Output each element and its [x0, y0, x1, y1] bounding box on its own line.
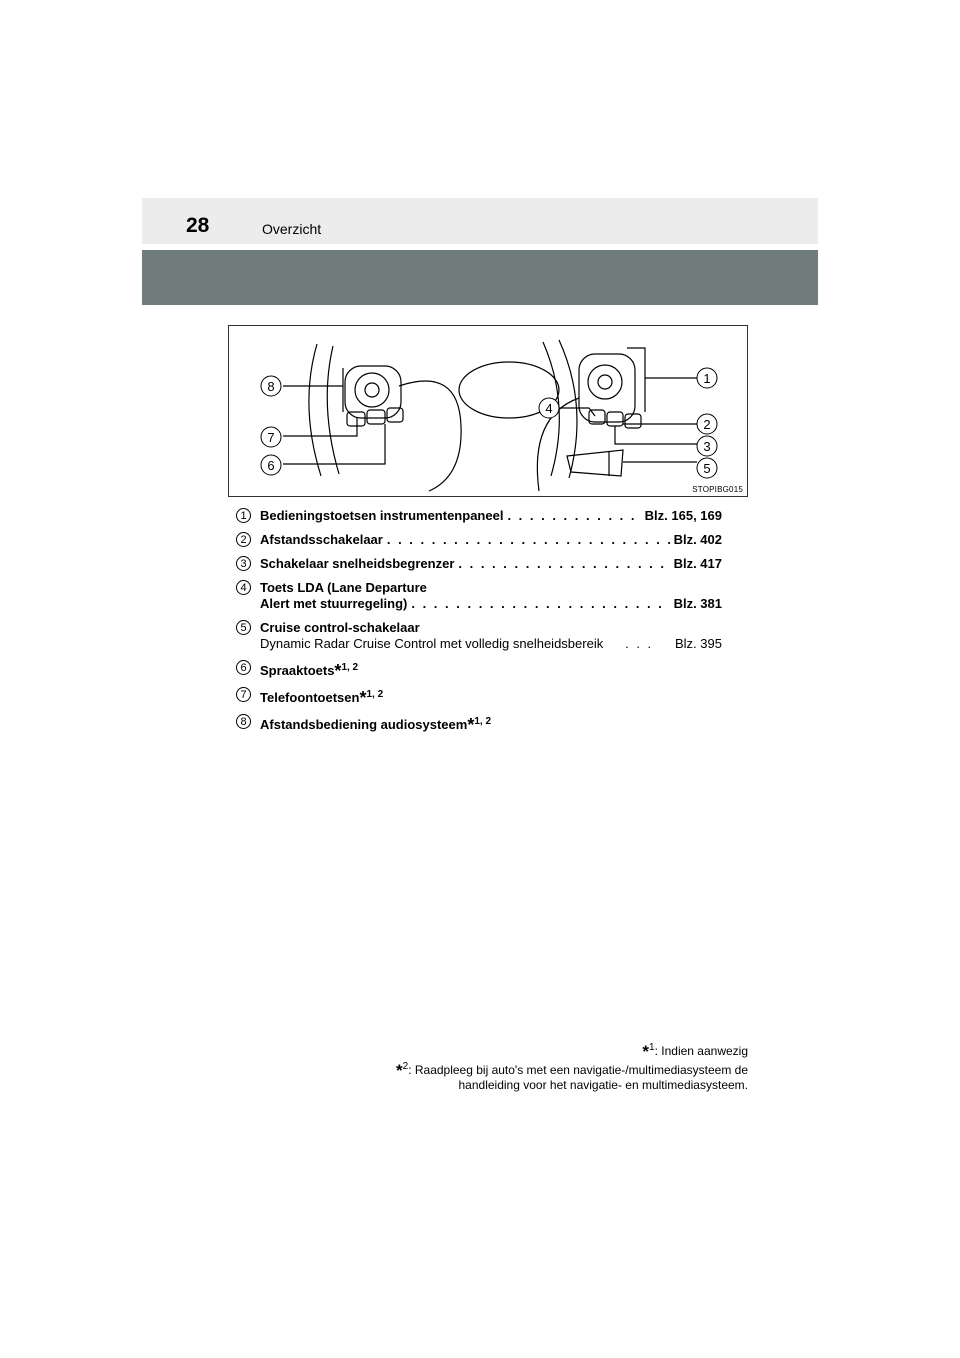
item-title: Spraaktoets: [260, 663, 335, 678]
callout-8-label: 8: [267, 379, 275, 394]
section-title: Overzicht: [262, 221, 322, 237]
asterisk: *: [334, 661, 342, 681]
list-item: [236, 532, 722, 548]
callout-1-label: 1: [703, 371, 711, 386]
cruise-stalk: [567, 450, 623, 476]
list-item: [236, 660, 722, 679]
item-number: 1: [236, 508, 251, 523]
item-number: 6: [236, 660, 251, 675]
item-page[interactable]: Blz. 402: [673, 532, 722, 547]
footnote-2-line2: handleiding voor het navigatie- en multimediasysteem.: [458, 1078, 748, 1092]
left-4way-switch: [355, 373, 389, 407]
item-title: Cruise control-schakelaar: [260, 620, 420, 635]
right-switch-pad: [579, 354, 635, 422]
item-number: 4: [236, 580, 251, 595]
spoke-left: [399, 381, 461, 491]
item-number: 2: [236, 532, 251, 547]
leader-6: [283, 424, 385, 464]
item-number: 7: [236, 687, 251, 702]
limiter-button: [625, 414, 641, 428]
item-list: [236, 508, 722, 741]
leader-8: [283, 368, 343, 412]
item-title: Toets LDA (Lane Departure: [260, 580, 427, 595]
steering-wheel-figure: [228, 325, 748, 497]
list-item: [236, 508, 722, 524]
list-item: [236, 556, 722, 572]
item-title: Schakelaar snelheidsbegrenzer: [260, 556, 455, 571]
footnote-1: *$^1$: Indien aanwezig: [642, 1042, 748, 1061]
item-page[interactable]: Blz. 165, 169: [644, 508, 722, 523]
item-number: 5: [236, 620, 251, 635]
item-title: Afstandsbediening audiosysteem: [260, 717, 468, 732]
leader-3: [615, 426, 697, 444]
asterisk: *: [359, 688, 367, 708]
list-item: [236, 580, 722, 612]
item-title-line2: Alert met stuurregeling): [260, 596, 408, 611]
leader-1: [627, 348, 697, 412]
item-page[interactable]: Blz. 381: [673, 596, 722, 611]
right-4way-switch: [588, 365, 622, 399]
footnote-2: *$^2$: Raadpleeg bij auto's met een navigatie-/multimediasysteem de: [396, 1061, 748, 1080]
list-item: [236, 714, 722, 733]
item-page[interactable]: Blz. 417: [673, 556, 722, 571]
footnote-ref: 1, 2: [341, 662, 359, 673]
distance-button: [607, 412, 623, 426]
callout-6-label: 6: [267, 458, 275, 473]
list-item: [236, 620, 722, 652]
footnote-ref: 1, 2: [366, 689, 384, 700]
list-item: [236, 687, 722, 706]
item-page[interactable]: Blz. 395: [675, 636, 722, 651]
title-band: [142, 250, 818, 305]
callout-4-label: 4: [545, 401, 553, 416]
phone-button-b: [367, 410, 385, 424]
footnotes: [328, 1040, 748, 1093]
item-title: Afstandsschakelaar: [260, 532, 383, 547]
rim-right-outer: [559, 340, 577, 478]
footnote-ref: 1, 2: [474, 716, 492, 727]
header-bar: [142, 198, 818, 244]
item-subtitle: Dynamic Radar Cruise Control met volledig snelheidsbereik: [260, 636, 604, 651]
callout-3-label: 3: [703, 439, 711, 454]
callout-2-label: 2: [703, 417, 711, 432]
rim-left-outer: [309, 344, 321, 476]
callout-7-label: 7: [267, 430, 275, 445]
item-number: 8: [236, 714, 251, 729]
item-title: Telefoontoetsen: [260, 690, 360, 705]
asterisk: *: [467, 715, 475, 735]
leader-7: [283, 418, 357, 436]
figure-code: STOPIBG015: [692, 485, 743, 494]
item-number: 3: [236, 556, 251, 571]
item-title: Bedieningstoetsen instrumentenpaneel: [260, 508, 504, 523]
page-number: 28: [186, 214, 210, 237]
steering-wheel-illustration: [229, 326, 749, 498]
callout-5-label: 5: [703, 461, 711, 476]
rim-left-inner: [327, 346, 339, 474]
